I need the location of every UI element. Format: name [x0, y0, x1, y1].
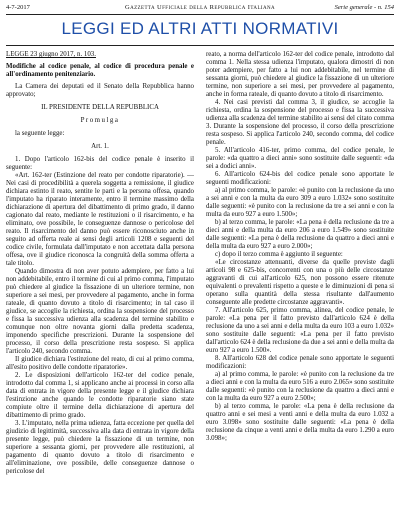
paragraph: a) al primo comma, le parole: «è punito con la reclusione da uno a sei anni e con la multa da euro 309 a euro 1.032» sono sostituite dalle seguenti: «è punito con la reclusione da tre a sei anni e con la multa da euro 927 a euro 1.500»;	[206, 187, 394, 218]
paragraph: b) al terzo comma, le parole: «La pena è della reclusione da tre a dieci anni e della multa da euro 206 a euro 1.549» sono sostituite dalle seguenti: «La pena è della reclusione da quattro a dieci anni e della multa da euro 927 a euro 2.000»;	[206, 219, 394, 250]
page-header	[6, 2, 394, 14]
paragraph: Il giudice dichiara l'estinzione del reato, di cui al primo comma, all'esito positivo delle condotte riparatorie».	[6, 356, 194, 371]
right-column	[206, 51, 394, 523]
following-law-text: la seguente legge:	[15, 130, 65, 137]
header-series: Serie generale - n. 154	[334, 4, 394, 11]
paragraph: 6. All'articolo 624-bis del codice penale sono apportate le seguenti modificazioni:	[206, 171, 394, 186]
section-banner: LEGGI ED ALTRI ATTI NORMATIVI	[61, 19, 339, 38]
paragraph: b) al terzo comma, le parole: «La pena è della reclusione da quattro anni e sei mesi a venti anni e della multa da euro 1.032 a euro 3.098» sono sostituite dalle seguenti: «La pena è della reclusione da cinque a venti anni e della multa da euro 1.290 a euro 3.098»;	[206, 403, 394, 442]
paragraph: «Art. 162-ter (Estinzione del reato per condotte riparatorie). — Nei casi di procedibilità a querela soggetta a remissione, il giudice dichiara estinto il reato, sentite le parti e la persona offesa, quando l'imputato ha riparato interamente, entro il termine massimo della dichiarazione di apertura del dibattimento di primo grado, il danno cagionato dal reato, mediante le restituzioni o il risarcimento, e ha eliminato, ove possibile, le conseguenze dannose o pericolose del reato. Il risarcimento del danno può essere riconosciuto anche in seguito ad offerta reale ai sensi degli articoli 1208 e seguenti del codice civile, formulata dall'imputato e non accettata dalla persona offesa, ove il giudice riconosca la congruità della somma offerta a tale titolo.	[6, 172, 194, 267]
paragraph: c) dopo il terzo comma è aggiunto il seguente:	[215, 251, 343, 258]
law-title: LEGGE 23 giugno 2017, n. 103.	[6, 51, 96, 58]
approval-text: La Camera dei deputati ed il Senato della Repubblica hanno approvato;	[6, 83, 194, 98]
left-column	[6, 51, 194, 523]
banner-divider	[6, 45, 394, 46]
paragraph: «Le circostanze attenuanti, diverse da quelle previste dagli articoli 98 e 625-bis, concorrenti con una o più delle circostanze aggravanti di cui all'articolo 625, non possono essere ritenute equivalenti o prevalenti rispetto a queste e le diminuzioni di pena si operano sulla quantità della stessa risultante dall'aumento conseguente alle predette circostanze aggravanti».	[206, 259, 394, 306]
paragraph: 8. All'articolo 628 del codice penale sono apportate le seguenti modificazioni:	[206, 355, 394, 370]
paragraph: a) al primo comma, le parole: «è punito con la reclusione da tre a dieci anni e con la multa da euro 516 a euro 2.065» sono sostituite dalle seguenti: «è punito con la reclusione da quattro a dieci anni e con la multa da euro 927 a euro 2.500»;	[206, 371, 394, 402]
paragraph: reato, a norma dell'articolo 162-ter del codice penale, introdotto dal comma 1. Nella stessa udienza l'imputato, qualora dimostri di non poter adempiere, per fatto a lui non addebitabile, nel termine di sessanta giorni, può chiedere al giudice la fissazione di un ulteriore termine, non superiore a sei mesi, per provvedere al pagamento, anche in forma rateale, di quanto dovuto a titolo di risarcimento.	[206, 51, 394, 98]
article-heading: Art. 1.	[91, 143, 109, 150]
paragraph: 2. Le disposizioni dell'articolo 162-ter del codice penale, introdotto dal comma 1, si applicano anche ai processi in corso alla data di entrata in vigore della presente legge e il giudice dichiara l'estinzione anche quando le condotte riparatorie siano state compiute oltre il termine della dichiarazione di apertura del dibattimento di primo grado.	[6, 372, 194, 419]
paragraph: Quando dimostra di non aver potuto adempiere, per fatto a lui non addebitabile, entro il termine di cui al primo comma, l'imputato può chiedere al giudice la fissazione di un ulteriore termine, non superiore a sei mesi, per provvedere al pagamento, anche in forma rateale, di quanto dovuto a titolo di risarcimento; in tal caso il giudice, se accoglie la richiesta, ordina la sospensione del processo e fissa la successiva udienza alla scadenza del termine stabilito e comunque non oltre novanta giorni dalla predetta scadenza, imponendo specifiche prescrizioni. Durante la sospensione del processo, il corso della prescrizione resta sospeso. Si applica l'articolo 240, secondo comma.	[6, 268, 194, 355]
law-subject: Modifiche al codice penale, al codice di procedura penale e all'ordinamento penitenziario.	[6, 63, 194, 78]
paragraph: 1. Dopo l'articolo 162-bis del codice penale è inserito il seguente:	[6, 156, 194, 171]
promulga-heading: Promulga	[80, 117, 120, 124]
header-gazette-title: Gazzetta Ufficiale della Repubblica Italiana	[124, 4, 275, 11]
paragraph: 7. All'articolo 625, primo comma, alinea, del codice penale, le parole: «La pena per il fatto previsto dall'articolo 624 è della reclusione da uno a sei anni e della multa da euro 103 a euro 1.032» sono sostituite dalle seguenti: «La pena per il fatto previsto dall'articolo 624 è della reclusione da due a sei anni e della multa da euro 927 a euro 1.500».	[206, 307, 394, 354]
paragraph: 3. L'imputato, nella prima udienza, fatta eccezione per quella del giudizio di legittimità, successiva alla data di entrata in vigore della presente legge, può chiedere la fissazione di un termine, non superiore a sessanta giorni, per provvedere alle restituzioni, al pagamento di quanto dovuto a titolo di risarcimento e all'eliminazione, ove possibile, delle conseguenze dannose o pericolose del	[6, 420, 194, 475]
paragraph: 5. All'articolo 416-ter, primo comma, del codice penale, le parole: «da quattro a dieci anni» sono sostituite dalle seguenti: «da sei a dodici anni».	[206, 147, 394, 170]
header-date: 4-7-2017	[6, 4, 30, 11]
paragraph: 4. Nei casi previsti dal comma 3, il giudice, se accoglie la richiesta, ordina la sospensione del processo e fissa la successiva udienza alla scadenza del termine stabilito ai sensi del citato comma 3. Durante la sospensione del processo, il corso della prescrizione resta sospeso. Si applica l'articolo 240, secondo comma, del codice penale.	[206, 99, 394, 146]
president-heading: IL PRESIDENTE DELLA REPUBBLICA	[41, 104, 159, 111]
